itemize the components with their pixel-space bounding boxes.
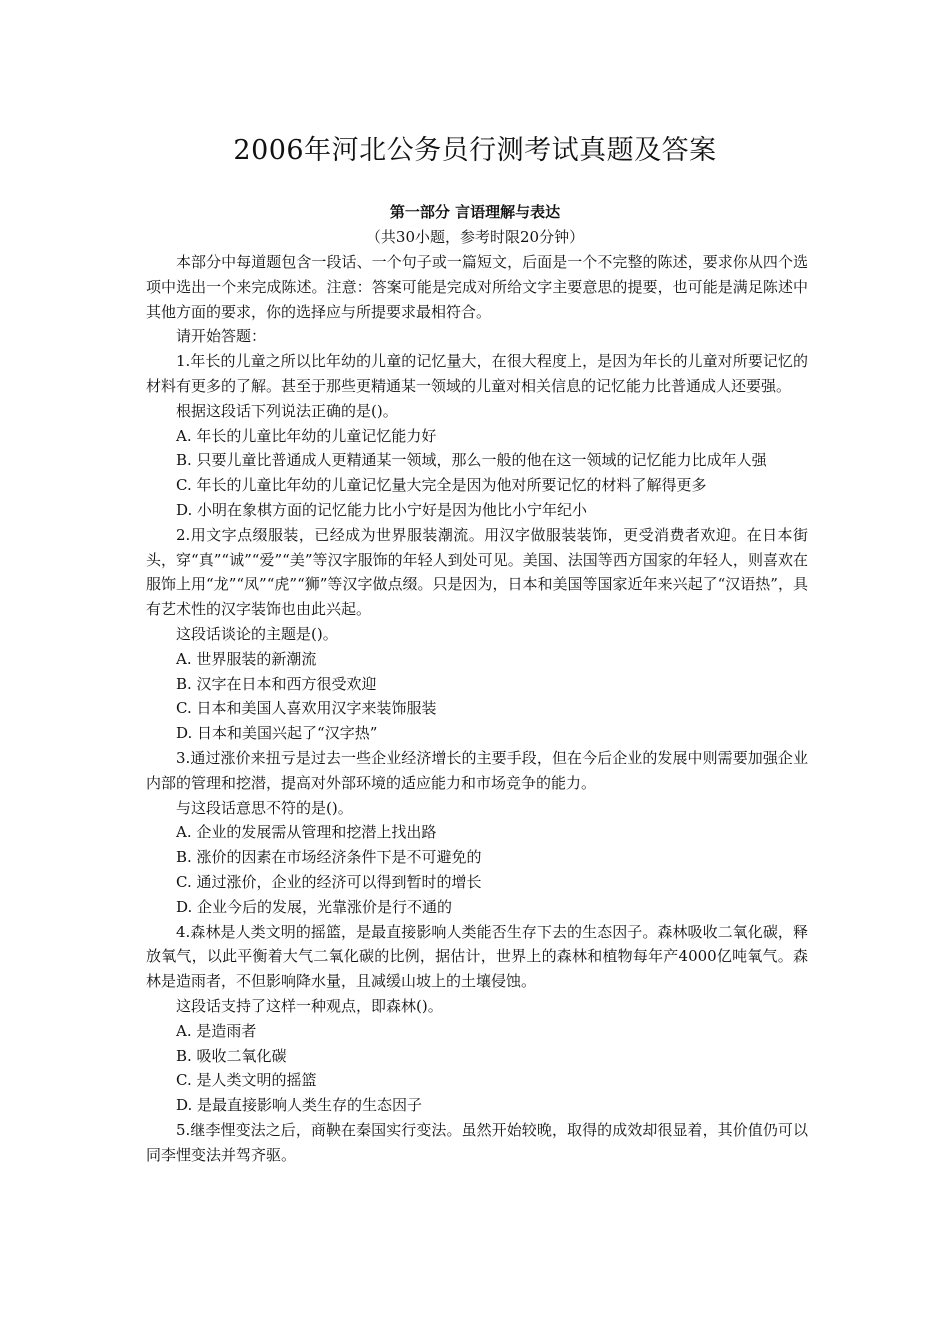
paragraph: A. 世界服装的新潮流 bbox=[176, 649, 317, 668]
paragraph: D. 企业今后的发展，光靠涨价是行不通的 bbox=[176, 897, 453, 916]
paragraph: C. 通过涨价，企业的经济可以得到暂时的增长 bbox=[176, 872, 482, 891]
paragraph: 这段话谈论的主题是()。 bbox=[176, 624, 338, 643]
paragraph: A. 年长的儿童比年幼的儿童记忆能力好 bbox=[176, 426, 437, 445]
paragraph: A. 企业的发展需从管理和挖潜上找出路 bbox=[176, 823, 437, 842]
paragraph: 5.继李悝变法之后，商鞅在秦国实行变法。虽然开始较晚，取得的成效却很显着，其价值仍可以同李悝变法并驾齐驱。 bbox=[146, 1120, 808, 1164]
paragraph: 1.年长的儿童之所以比年幼的儿童的记忆量大，在很大程度上，是因为年长的儿童对所要记忆的材料有更多的了解。甚至于那些更精通某一领域的儿童对相关信息的记忆能力比普通成人还要强。 bbox=[146, 352, 808, 395]
paragraph: 2.用文字点缀服装，已经成为世界服装潮流。用汉字做服装装饰，更受消费者欢迎。在日本街头，穿“真”“诚”“爱”“美”等汉字服饰的年轻人到处可见。美国、法国等西方国家的年轻人，则喜欢在服饰上用“龙”“凤”“虎”“狮”等汉字做点缀。只是因为，日本和美国等国家近年来兴起了“汉语热”，具有艺术性的汉字装饰也由此兴起。 bbox=[146, 525, 808, 619]
document-body bbox=[146, 250, 808, 1167]
paragraph: C. 日本和美国人喜欢用汉字来装饰服装 bbox=[176, 699, 437, 718]
document-title: 2006年河北公务员行测考试真题及答案 bbox=[233, 135, 717, 166]
paragraph: 这段话支持了这样一种观点，即森林()。 bbox=[176, 996, 443, 1015]
paragraph: C. 年长的儿童比年幼的儿童记忆量大完全是因为他对所要记忆的材料了解得更多 bbox=[176, 476, 707, 495]
paragraph: 本部分中每道题包含一段话、一个句子或一篇短文，后面是一个不完整的陈述，要求你从四个选项中选出一个来完成陈述。注意：答案可能是完成对所给文字主要意思的提要，也可能是满足陈述中其他方面的要求，你的选择应与所提要求最相符合。 bbox=[146, 253, 808, 321]
paragraph: 根据这段话下列说法正确的是()。 bbox=[176, 401, 398, 420]
paragraph: D. 小明在象棋方面的记忆能力比小宁好是因为他比小宁年纪小 bbox=[176, 500, 588, 519]
paragraph: A. 是造雨者 bbox=[176, 1021, 257, 1040]
section-title: 第一部分 言语理解与表达 bbox=[389, 203, 561, 221]
paragraph: C. 是人类文明的摇篮 bbox=[176, 1071, 317, 1090]
paragraph: D. 日本和美国兴起了“汉字热” bbox=[176, 724, 378, 743]
section-note: （共30小题，参考时限20分钟） bbox=[365, 228, 585, 246]
paragraph: 请开始答题： bbox=[176, 327, 267, 346]
paragraph: D. 是最直接影响人类生存的生态因子 bbox=[176, 1096, 423, 1115]
paragraph: B. 只要儿童比普通成人更精通某一领域，那么一般的他在这一领域的记忆能力比成年人强 bbox=[176, 451, 767, 470]
paragraph: B. 涨价的因素在市场经济条件下是不可避免的 bbox=[176, 848, 482, 867]
paragraph: 与这段话意思不符的是()。 bbox=[176, 798, 353, 817]
paragraph: 3.通过涨价来扭亏是过去一些企业经济增长的主要手段，但在今后企业的发展中则需要加强企业内部的管理和挖潜，提高对外部环境的适应能力和市场竞争的能力。 bbox=[146, 748, 808, 792]
paragraph: 4.森林是人类文明的摇篮，是最直接影响人类能否生存下去的生态因子。森林吸收二氧化碳，释放氧气，以此平衡着大气二氧化碳的比例，据估计，世界上的森林和植物每年产4000亿吨氧气。森林是造雨者，不但影响降水量，且减缓山坡上的土壤侵蚀。 bbox=[146, 922, 808, 991]
paragraph: B. 汉字在日本和西方很受欢迎 bbox=[176, 674, 377, 693]
paragraph: B. 吸收二氧化碳 bbox=[176, 1046, 287, 1065]
